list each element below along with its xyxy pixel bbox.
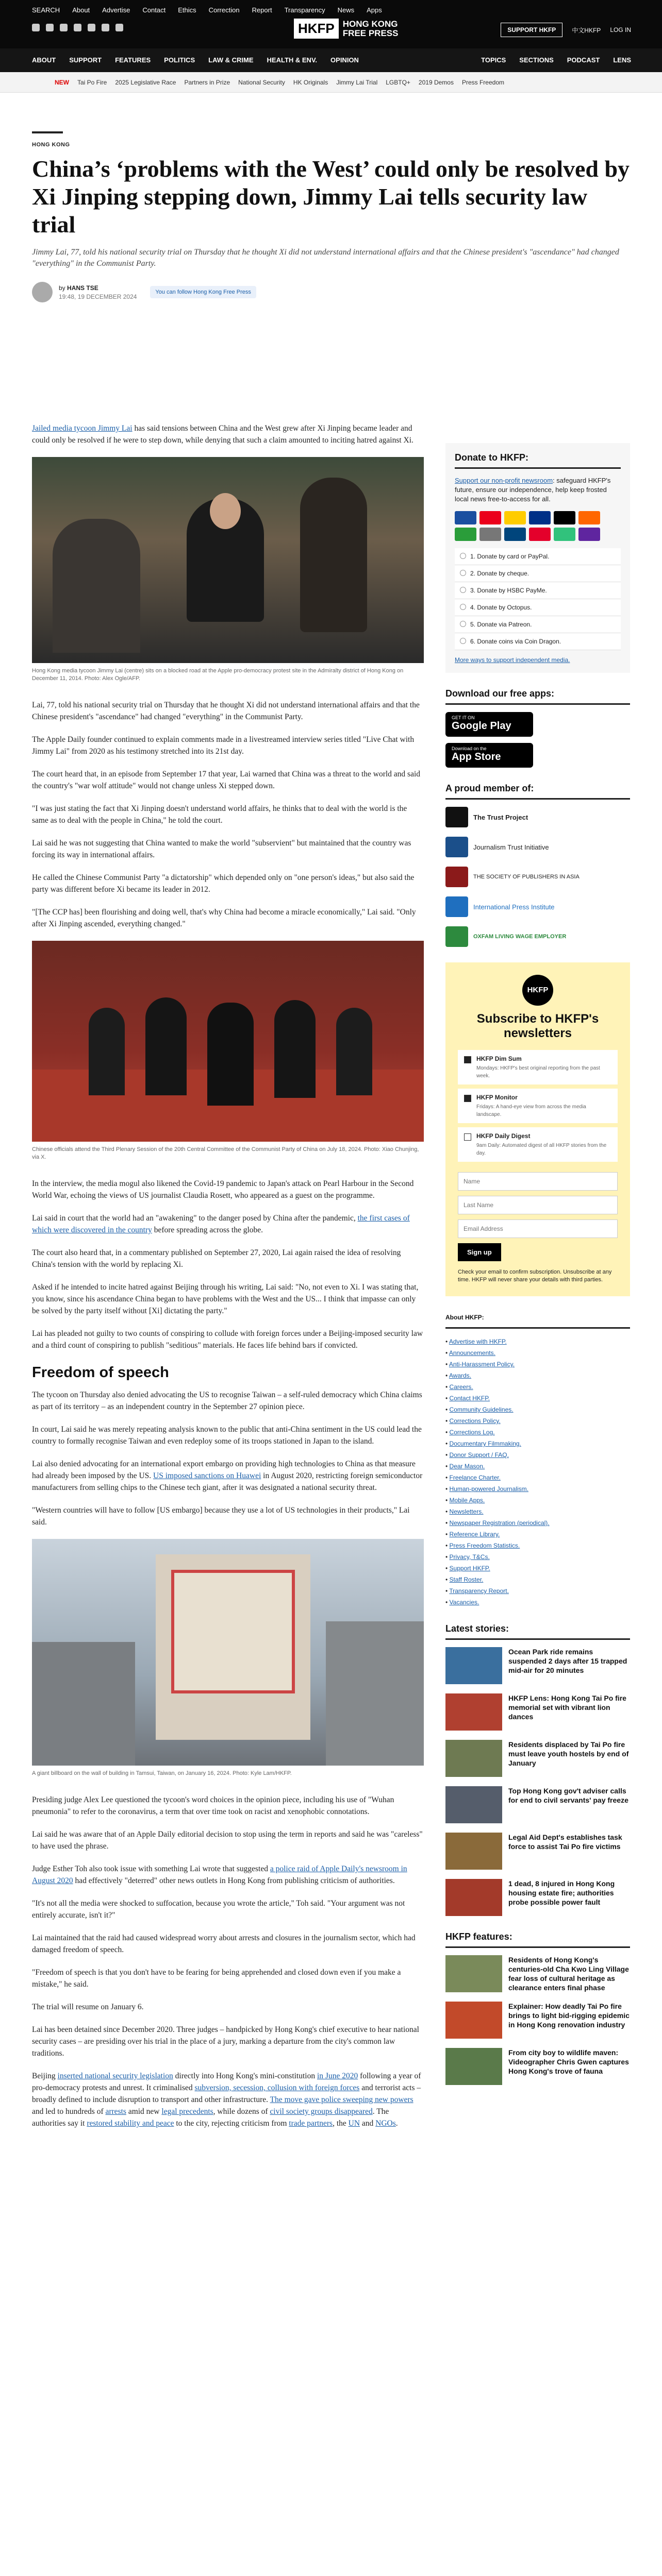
donate-options bbox=[455, 548, 621, 650]
page-title: China’s ‘problems with the West’ could only be resolved by Xi Jinping stepping down, Jimmy Lai tells security law trial bbox=[32, 156, 630, 238]
paragraph: Beijing inserted national security legislation directly into Hong Kong's mini-constitution in June 2020 following a year of pro-democracy protests and unrest. It criminalised subversion, secession, collusion with foreign forces and terrorist acts – broadly defined to include disruption to transport and other infrastructure. The move gave police sweeping new powers and led to hundreds of arrests amid new legal precedents, while dozens of civil society groups disappeared. The authorities say it restored stability and peace to the city, rejecting criticism from trade partners, the UN and NGOs. bbox=[32, 2072, 421, 2128]
payment-card-icon bbox=[455, 511, 476, 524]
member-logo[interactable]: THE SOCIETY OF PUBLISHERS IN ASIA bbox=[445, 867, 630, 887]
payment-card-icon bbox=[479, 511, 501, 524]
about-link[interactable]: • Reference Library. bbox=[445, 1531, 500, 1538]
story-thumbnail bbox=[445, 1693, 502, 1731]
article-link[interactable]: civil society groups disappeared bbox=[270, 2107, 373, 2116]
top-link[interactable]: About bbox=[72, 6, 90, 14]
about-link[interactable]: • Corrections Log. bbox=[445, 1429, 495, 1436]
story-item[interactable] bbox=[445, 2048, 630, 2085]
about-link[interactable]: • Corrections Policy. bbox=[445, 1417, 501, 1425]
email-input[interactable] bbox=[458, 1219, 618, 1238]
apps-heading: Download our free apps: bbox=[445, 688, 630, 705]
payment-card-icon bbox=[578, 511, 600, 524]
article-header bbox=[32, 131, 630, 302]
article-link[interactable]: arrests bbox=[105, 2107, 126, 2116]
rss-icon[interactable] bbox=[115, 24, 123, 31]
donate-option[interactable]: 6. Donate coins via Coin Dragon. bbox=[455, 633, 621, 650]
story-thumbnail bbox=[445, 1786, 502, 1823]
about-link[interactable]: • Advertise with HKFP. bbox=[445, 1338, 507, 1345]
trending-link[interactable]: Tai Po Fire bbox=[77, 79, 107, 86]
payment-card-icon bbox=[554, 528, 575, 541]
story-thumbnail bbox=[445, 2002, 502, 2039]
paragraph: The tycoon on Thursday also denied advocating the US to recognise Taiwan – a self-ruled democracy which China claims as part of its territory – as an independent country in the September 27 opinion piece. bbox=[32, 1391, 422, 1411]
article-link[interactable]: subversion, secession, collusion with foreign forces bbox=[194, 2083, 360, 2092]
paragraph: Lai said he was aware that of an Apple Daily editorial decision to stop using the term in reports and said he was "careless" to have used the phrase. bbox=[32, 1830, 423, 1851]
trending-link[interactable]: National Security bbox=[238, 79, 285, 86]
about-section bbox=[445, 1312, 630, 1608]
story-thumbnail bbox=[445, 1879, 502, 1916]
paragraph: Lai also denied advocating for an international export embargo on providing high technologies to China as that measure had already been imposed by the US. US imposed sanctions on Huawei in August 2020, restricting foreign semiconductor manufacturers from selling chips to the Chinese tech giant, after it was designated a national security threat. bbox=[32, 1460, 423, 1492]
article-body bbox=[32, 422, 424, 2140]
member-logo[interactable]: Journalism Trust Initiative bbox=[445, 837, 630, 857]
story-title: Legal Aid Dept's establishes task force to assist Tai Po fire victims bbox=[508, 1833, 622, 1851]
paragraph: In court, Lai said he was merely repeating analysis known to the public that anti-China sentiment in the US could lead the country to formally recognise Taiwan and even redeploy some of its troops stationed in Japan to the island. bbox=[32, 1425, 422, 1446]
story-thumbnail bbox=[445, 1833, 502, 1870]
nav-topics[interactable]: TOPICS bbox=[481, 56, 506, 64]
story-title: From city boy to wildlife maven: Videographer Chris Gwen captures Hong Kong's trove of fauna bbox=[508, 2048, 629, 2075]
first-name-input[interactable] bbox=[458, 1172, 618, 1191]
donate-option[interactable]: 2. Donate by cheque. bbox=[455, 565, 621, 582]
about-link[interactable]: • Newspaper Registration (periodical). bbox=[445, 1519, 550, 1527]
paragraph: Presiding judge Alex Lee questioned the tycoon's word choices in the opinion piece, including his use of "Wuhan pneumonia" to refer to the coronavirus, a term that over time took on racist and xenophobic connotations. bbox=[32, 1795, 394, 1816]
about-link[interactable]: • Support HKFP. bbox=[445, 1565, 490, 1572]
nav-support[interactable]: SUPPORT bbox=[69, 56, 102, 64]
article-link[interactable]: Jailed media tycoon Jimmy Lai bbox=[32, 424, 133, 433]
about-link[interactable]: • Announcements. bbox=[445, 1349, 495, 1357]
payment-card-icon bbox=[504, 528, 526, 541]
photo-caption: A giant billboard on the wall of building in Tamsui, Taiwan, on January 16, 2024. Photo: Kyle Lam/HKFP. bbox=[32, 1770, 292, 1776]
about-link[interactable]: • Mobile Apps. bbox=[445, 1497, 485, 1504]
story-title: Residents displaced by Tai Po fire must leave youth hostels by end of January bbox=[508, 1740, 629, 1767]
newsletter-checkbox[interactable] bbox=[464, 1056, 471, 1063]
paragraph: Lai said he was not suggesting that China wanted to make the world "subservient" but maintained that the country was forcing its way in international affairs. bbox=[32, 839, 411, 859]
app-store-label: App Store bbox=[452, 751, 501, 762]
donate-option[interactable]: 1. Donate by card or PayPal. bbox=[455, 548, 621, 565]
youtube-icon[interactable] bbox=[74, 24, 81, 31]
about-link[interactable]: • Donor Support / FAQ. bbox=[445, 1451, 509, 1459]
app-store-small: Download on the bbox=[452, 746, 487, 751]
top-links bbox=[32, 6, 382, 14]
paragraph: Lai maintained that the raid had caused widespread worry about arrests and closures in the journalism sector, which had damaged freedom of speech. bbox=[32, 1934, 416, 1954]
about-heading: About HKFP: bbox=[445, 1312, 630, 1329]
story-item[interactable] bbox=[445, 2002, 630, 2039]
apps-section bbox=[445, 688, 630, 768]
author-prefix: by bbox=[59, 284, 65, 292]
trending-link[interactable]: LGBTQ+ bbox=[386, 79, 410, 86]
article-link[interactable]: trade partners bbox=[289, 2119, 333, 2128]
trending-link[interactable]: 2019 Demos bbox=[418, 79, 454, 86]
member-logo[interactable]: The Trust Project bbox=[445, 807, 630, 827]
payment-card-icon bbox=[578, 528, 600, 541]
about-link[interactable]: • Vacancies. bbox=[445, 1599, 479, 1606]
story-title: HKFP Lens: Hong Kong Tai Po fire memorial set with vibrant lion dances bbox=[508, 1694, 626, 1721]
story-title: Explainer: How deadly Tai Po fire brings to light bid-rigging epidemic in Hong Kong renovation industry bbox=[508, 2002, 630, 2029]
trending-bar bbox=[0, 72, 662, 93]
about-link[interactable]: • Transparency Report. bbox=[445, 1587, 509, 1595]
top-link[interactable]: Transparency bbox=[284, 6, 325, 14]
article-photo bbox=[32, 941, 424, 1142]
follow-google-button[interactable]: You can follow Hong Kong Free Press bbox=[150, 286, 256, 298]
newsletter-box bbox=[445, 962, 630, 1296]
story-title: Residents of Hong Kong's centuries-old Cha Kwo Ling Village fear loss of cultural heritage as clearance enters final phase bbox=[508, 1956, 629, 1992]
story-item[interactable] bbox=[445, 1955, 630, 1992]
paragraph: "It's not all the media were shocked to suffocation, because you wrote the article," Toh said. "Your argument was not entirely accurate, isn't it?" bbox=[32, 1899, 405, 1920]
donate-link[interactable]: Support our non-profit newsroom bbox=[455, 477, 553, 484]
trending-link[interactable]: 2025 Legislative Race bbox=[115, 79, 176, 86]
about-link[interactable]: • Awards. bbox=[445, 1372, 472, 1379]
photo-caption: Hong Kong media tycoon Jimmy Lai (centre) sits on a blocked road at the Apple pro-democracy protest site in the Admiralty district of Hong Kong on December 11, 2014. Photo: Alex Ogle/AFP. bbox=[32, 668, 404, 682]
paragraph: Lai has been detained since December 2020. Three judges – handpicked by Hong Kong's chief executive to hear national security cases – are presiding over his trial in the place of a jury, marking a departure from the city's common law traditions. bbox=[32, 2025, 419, 2058]
standfirst: Jimmy Lai, 77, told his national security trial on Thursday that he thought Xi did not understand international affairs and that the Chinese president's "ascendance" had changed "everything" in the Communist Party. bbox=[32, 248, 619, 268]
last-name-input[interactable] bbox=[458, 1196, 618, 1214]
top-link[interactable]: Correction bbox=[208, 6, 240, 14]
about-links bbox=[445, 1336, 630, 1608]
facebook-icon[interactable] bbox=[32, 24, 40, 31]
new-badge: NEW bbox=[55, 79, 69, 86]
telegram-icon[interactable] bbox=[88, 24, 95, 31]
sidebar bbox=[445, 443, 630, 2094]
article-link[interactable]: legal precedents bbox=[161, 2107, 213, 2116]
payment-card-icon bbox=[554, 511, 575, 524]
about-link[interactable]: • Contact HKFP. bbox=[445, 1395, 490, 1402]
story-thumbnail bbox=[445, 2048, 502, 2085]
donate-option[interactable]: 3. Donate by HSBC PayMe. bbox=[455, 582, 621, 599]
trending-link[interactable]: HK Originals bbox=[293, 79, 328, 86]
paragraph: "Western countries will have to follow [US embargo] because they use a lot of US technologies in their products," Lai said. bbox=[32, 1506, 410, 1527]
nav-health-env[interactable]: HEALTH & ENV. bbox=[267, 56, 318, 64]
story-item[interactable] bbox=[445, 1740, 630, 1777]
payment-card-icon bbox=[529, 528, 551, 541]
paragraph: He called the Chinese Communist Party "a dictatorship" which depended only on "one person's ideas," but also said the party was different before Xi became its leader in 2012. bbox=[32, 873, 415, 894]
publish-date: 19:48, 19 DECEMBER 2024 bbox=[59, 293, 137, 300]
donate-option[interactable]: 4. Donate by Octopus. bbox=[455, 599, 621, 616]
google-play-button[interactable] bbox=[445, 712, 533, 737]
hkfp-logo: HKFP bbox=[522, 975, 553, 1006]
app-store-button[interactable] bbox=[445, 743, 533, 768]
about-link[interactable]: • Anti-Harassment Policy. bbox=[445, 1361, 515, 1368]
donate-box bbox=[445, 443, 630, 673]
lang-link[interactable]: 中文HKFP bbox=[572, 26, 601, 34]
social-icons bbox=[32, 24, 123, 31]
nav-podcast[interactable]: PODCAST bbox=[567, 56, 600, 64]
top-link[interactable]: Ethics bbox=[178, 6, 196, 14]
article-link[interactable]: NGOs bbox=[375, 2119, 396, 2128]
story-item[interactable] bbox=[445, 1786, 630, 1823]
login-link[interactable]: LOG IN bbox=[610, 26, 631, 33]
paragraph: Judge Esther Toh also took issue with something Lai wrote that suggested a police raid of Apple Daily's newsroom in August 2020 had effectively "deterred" other news outlets in Hong Kong from publishing criticism of authorities. bbox=[32, 1865, 407, 1885]
article-link[interactable]: the first cases of which were discovered in the country bbox=[32, 1214, 410, 1234]
top-link[interactable]: Advertise bbox=[102, 6, 130, 14]
nav-law-crime[interactable]: LAW & CRIME bbox=[208, 56, 254, 64]
trending-link[interactable]: Press Freedom bbox=[461, 79, 504, 86]
features-section bbox=[445, 1931, 630, 2085]
top-link[interactable]: Apps bbox=[367, 6, 382, 14]
story-thumbnail bbox=[445, 1955, 502, 1992]
support-button[interactable]: SUPPORT HKFP bbox=[501, 23, 562, 37]
newsletter-option: HKFP Monitor Fridays: A hand-eye view from across the media landscape. bbox=[458, 1089, 618, 1123]
about-link[interactable]: • Press Freedom Statistics. bbox=[445, 1542, 520, 1549]
about-link[interactable]: • Dear Mason. bbox=[445, 1463, 485, 1470]
avatar bbox=[32, 282, 53, 302]
newsletter-heading: Subscribe to HKFP's newsletters bbox=[476, 1012, 599, 1040]
top-link[interactable]: News bbox=[337, 6, 355, 14]
member-logo[interactable]: International Press Institute bbox=[445, 896, 630, 917]
story-thumbnail bbox=[445, 1647, 502, 1684]
story-title: Top Hong Kong gov't adviser calls for end to civil servants' pay freeze bbox=[508, 1787, 628, 1804]
latest-section bbox=[445, 1623, 630, 1916]
photo-caption: Chinese officials attend the Third Plenary Session of the 20th Central Committee of the Communist Party of China on July 18, 2024. Photo: Xiao Chunjing, via X. bbox=[32, 1146, 419, 1160]
story-title: Ocean Park ride remains suspended 2 days after 15 trapped mid-air for 20 minutes bbox=[508, 1648, 627, 1674]
newsletter-option: HKFP Daily Digest 9am Daily: Automated digest of all HKFP stories from the day. bbox=[458, 1127, 618, 1162]
story-item[interactable] bbox=[445, 1879, 630, 1916]
mail-icon[interactable] bbox=[102, 24, 109, 31]
author-name[interactable]: HANS TSE bbox=[67, 284, 98, 292]
trending-link[interactable]: Partners in Prize bbox=[184, 79, 230, 86]
payment-card-icon bbox=[529, 511, 551, 524]
payment-logos bbox=[455, 511, 621, 541]
story-title: 1 dead, 8 injured in Hong Kong housing estate fire; authorities probe possible power fault bbox=[508, 1879, 615, 1906]
article-link[interactable]: US imposed sanctions on Huawei bbox=[153, 1471, 261, 1480]
paragraph: "[The CCP has] been flourishing and doing well, that's why China had become a miracle economically," Lai said. "Only after Xi Jinping ascended, everything changed." bbox=[32, 908, 416, 928]
divider bbox=[32, 131, 63, 133]
about-link[interactable]: • Newsletters. bbox=[445, 1508, 484, 1515]
section-heading: Freedom of speech bbox=[32, 1364, 169, 1381]
google-play-label: Google Play bbox=[452, 720, 511, 732]
latest-heading: Latest stories: bbox=[445, 1623, 630, 1640]
nav-about[interactable]: ABOUT bbox=[32, 56, 56, 64]
paragraph: In the interview, the media mogul also likened the Covid-19 pandemic to Japan's attack on Pearl Harbour in the Second World War, echoing the views of US journalist Claudia Rosett, who appeared as a guest on the programme. bbox=[32, 1179, 414, 1200]
article-photo bbox=[32, 1539, 424, 1766]
about-link[interactable]: • Human-powered Journalism. bbox=[445, 1485, 528, 1493]
newsletter-checkbox[interactable] bbox=[464, 1095, 471, 1102]
paragraph: The court also heard that, in a commentary published on September 27, 2020, Lai again raised the idea of resolving China's tension with the world by replacing Xi. bbox=[32, 1248, 401, 1269]
main-nav bbox=[0, 48, 662, 72]
top-link[interactable]: Contact bbox=[142, 6, 166, 14]
newsletter-note: Check your email to confirm subscription. Unsubscribe at any time. HKFP will never share your details with third parties. bbox=[458, 1269, 612, 1283]
paragraph: "Freedom of speech is that you don't have to be fearing for being apprehended and closed down even if you make a mistake," he said. bbox=[32, 1968, 401, 1989]
payment-card-icon bbox=[504, 511, 526, 524]
paragraph: Lai, 77, told his national security trial on Thursday that he thought Xi did not understand international affairs and that the Chinese president's "ascendance" had changed "everything" in the Communist Party. bbox=[32, 701, 420, 721]
about-link[interactable]: • Careers. bbox=[445, 1383, 473, 1391]
donate-heading: Donate to HKFP: bbox=[455, 452, 621, 469]
payment-card-icon bbox=[479, 528, 501, 541]
search-link[interactable]: SEARCH bbox=[32, 6, 60, 14]
nav-politics[interactable]: POLITICS bbox=[164, 56, 195, 64]
story-item[interactable] bbox=[445, 1693, 630, 1731]
article-link[interactable]: a police raid of Apple Daily's newsroom in August 2020 bbox=[32, 1865, 407, 1885]
google-play-small: GET IT ON bbox=[452, 715, 475, 720]
top-right bbox=[501, 23, 631, 37]
about-link[interactable]: • Freelance Charter. bbox=[445, 1474, 501, 1481]
x-icon[interactable] bbox=[46, 24, 54, 31]
instagram-icon[interactable] bbox=[60, 24, 68, 31]
newsletter-option: HKFP Dim Sum Mondays: HKFP's best original reporting from the past week. bbox=[458, 1050, 618, 1084]
paragraph: Lai said in court that the world had an "awakening" to the danger posed by China after the pandemic, the first cases of which were discovered in the country before spreading across the globe. bbox=[32, 1214, 410, 1234]
logo-name: HONG KONG FREE PRESS bbox=[342, 19, 399, 38]
paragraph: Lai has pleaded not guilty to two counts of conspiring to collude with foreign forces under a Beijing-imposed security law and a third count of conspiring to publish "seditious" materials. He faces life behind bars if convicted. bbox=[32, 1329, 423, 1350]
site-logo[interactable] bbox=[294, 19, 398, 39]
story-thumbnail bbox=[445, 1740, 502, 1777]
payment-card-icon bbox=[455, 528, 476, 541]
members-section bbox=[445, 783, 630, 947]
paragraph: The trial will resume on January 6. bbox=[32, 2003, 144, 2011]
newsletter-checkbox[interactable] bbox=[464, 1133, 471, 1141]
about-link[interactable]: • Privacy, T&Cs. bbox=[445, 1553, 490, 1561]
top-bar bbox=[0, 0, 662, 48]
story-item[interactable] bbox=[445, 1833, 630, 1870]
top-link[interactable]: Report bbox=[252, 6, 272, 14]
paragraph: The Apple Daily founder continued to explain comments made in a livestreamed interview series titled "Live Chat with Jimmy Lai" from 2020 as his testimony stretched into its 21st day. bbox=[32, 735, 415, 756]
byline bbox=[32, 282, 630, 302]
article-link[interactable]: inserted national security legislation bbox=[57, 2072, 173, 2080]
paragraph: "I was just stating the fact that Xi Jinping doesn't understand world affairs, he thinks that to deal with the world is the same as to deal with the people in China," he told the court. bbox=[32, 804, 407, 825]
signup-button[interactable]: Sign up bbox=[458, 1243, 501, 1261]
paragraph: Jailed media tycoon Jimmy Lai has said tensions between China and the West grew after Xi Jinping became leader and could only be resolved if he were to step down, while denying that such a claim amounted to inciting hatred against Xi. bbox=[32, 424, 413, 445]
logo-mark: HKFP bbox=[294, 19, 339, 39]
nav-features[interactable]: FEATURES bbox=[115, 56, 151, 64]
nav-opinion[interactable]: OPINION bbox=[330, 56, 359, 64]
member-logo[interactable]: OXFAM LIVING WAGE EMPLOYER bbox=[445, 926, 630, 947]
donate-text: Support our non-profit newsroom: safeguard HKFP's future, ensure our independence, help keep frosted local news free-to-access for all. bbox=[455, 477, 611, 503]
article-link[interactable]: The move gave police sweeping new powers bbox=[270, 2095, 413, 2104]
about-link[interactable]: • Staff Roster. bbox=[445, 1576, 484, 1583]
about-link[interactable]: • Documentary Filmmaking. bbox=[445, 1440, 521, 1447]
paragraph: The court heard that, in an episode from September 17 that year, Lai warned that China was a threat to the world and said the country's "war wolf attitude" would not change unless Xi stepped down. bbox=[32, 770, 421, 790]
trending-link[interactable]: Jimmy Lai Trial bbox=[336, 79, 378, 86]
category-label[interactable]: HONG KONG bbox=[32, 142, 70, 148]
donate-option[interactable]: 5. Donate via Patreon. bbox=[455, 616, 621, 633]
article-link[interactable]: restored stability and peace bbox=[87, 2119, 174, 2128]
members-heading: A proud member of: bbox=[445, 783, 630, 800]
article-link[interactable]: in June 2020 bbox=[317, 2072, 358, 2080]
nav-lens[interactable]: LENS bbox=[613, 56, 631, 64]
article-photo bbox=[32, 457, 424, 663]
story-item[interactable] bbox=[445, 1647, 630, 1684]
nav-sections[interactable]: SECTIONS bbox=[519, 56, 554, 64]
article-link[interactable]: UN bbox=[348, 2119, 360, 2128]
features-heading: HKFP features: bbox=[445, 1931, 630, 1948]
more-ways-link[interactable]: More ways to support independent media. bbox=[455, 656, 570, 664]
paragraph: Asked if he intended to incite hatred against Beijing through his writing, Lai said: "No, not even to Xi. I was stating that, you know, since his ascendance China began to have problems with the West and the US... I think that impasse can only be solved by the party itself without [Xi] dictating the party." bbox=[32, 1283, 419, 1315]
about-link[interactable]: • Community Guidelines. bbox=[445, 1406, 514, 1413]
